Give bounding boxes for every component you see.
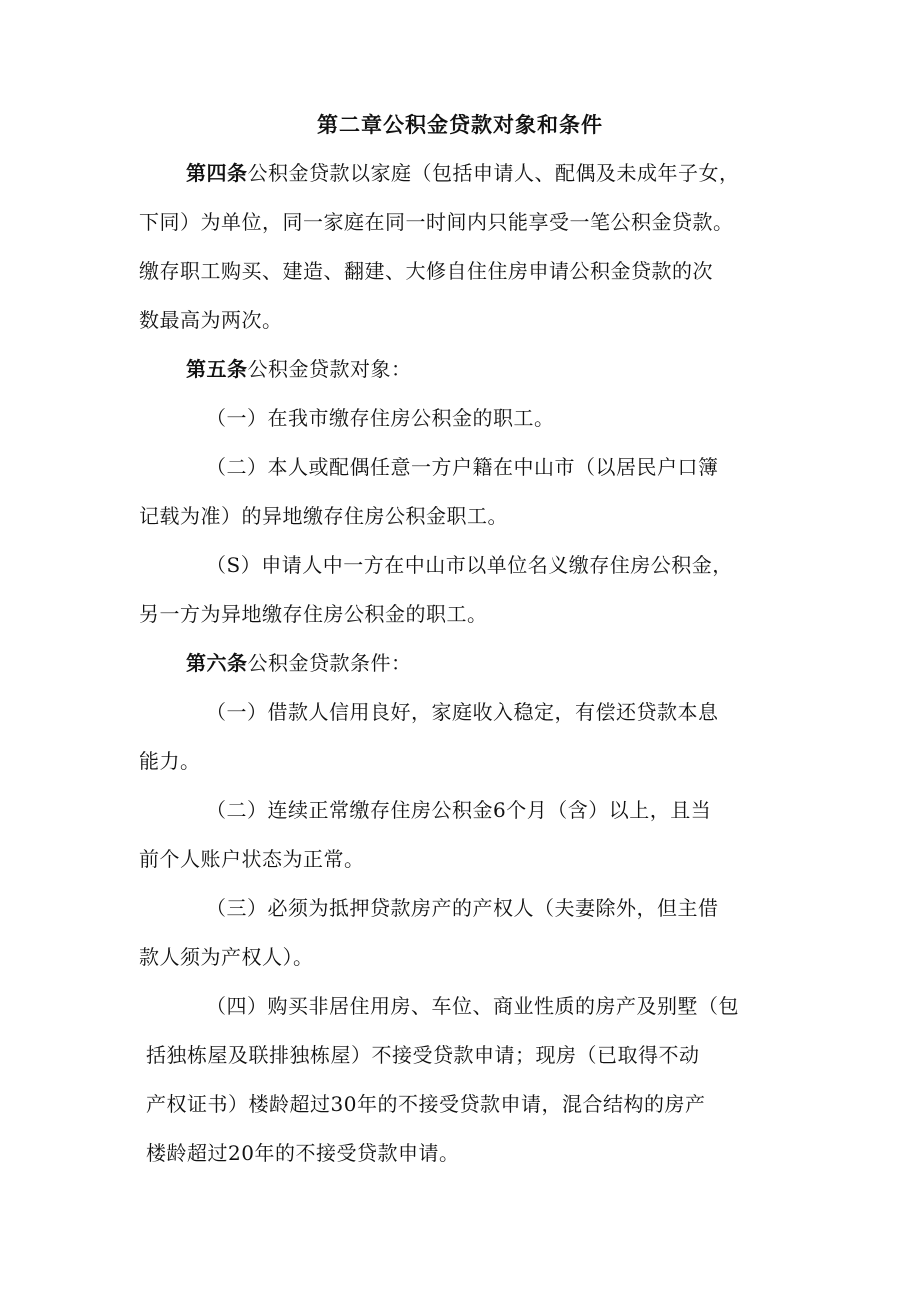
article-4-line-4: 数最高为两次。 (139, 308, 283, 332)
article-6-cond-4-line-1: （四）购买非居住用房、车位、商业性质的房产及别墅（包 (206, 994, 739, 1018)
article-5-line-1 (186, 357, 412, 381)
article-6-cond-2-line-2: 前个人账户状态为正常。 (139, 847, 365, 871)
article-4-text: 公积金贷款以家庭（包括申请人、配偶及未成年子女， (247, 161, 740, 185)
article-5-item-3-line-2: 另一方为异地缴存住房公积金的职工。 (139, 602, 488, 626)
article-6-cond-4-line-2: 括独栋屋及联排独栋屋）不接受贷款申请；现房（已取得不动 (146, 1043, 700, 1067)
article-5-item-2-line-2: 记载为准）的异地缴存住房公积金职工。 (139, 504, 508, 528)
chapter-title: 第二章公积金贷款对象和条件 (317, 112, 603, 137)
article-5-intro: 公积金贷款对象： (247, 357, 412, 381)
article-6-cond-1-line-2: 能力。 (139, 749, 201, 773)
article-6-cond-3-line-1: （三）必须为抵押贷款房产的产权人（夫妻除外，但主借 (206, 896, 719, 920)
article-6-cond-1-line-1: （一）借款人信用良好，家庭收入稳定，有偿还贷款本息 (206, 700, 719, 724)
article-4-line-1 (186, 161, 740, 185)
article-6-heading: 第六条 (186, 651, 248, 675)
article-6-cond-4-line-3: 产权证书）楼龄超过30年的不接受贷款申请，混合结构的房产 (146, 1092, 706, 1116)
article-6-cond-2-line-1: （二）连续正常缴存住房公积金6个月（含）以上，且当 (206, 798, 712, 822)
article-5-heading: 第五条 (186, 357, 248, 381)
article-4-line-2: 下同）为单位，同一家庭在同一时间内只能享受一笔公积金贷款。 (139, 210, 734, 234)
article-6-line-1 (186, 651, 412, 675)
article-6-intro: 公积金贷款条件： (247, 651, 412, 675)
article-5-item-1: （一）在我市缴存住房公积金的职工。 (206, 406, 555, 430)
article-6-cond-3-line-2: 款人须为产权人）。 (139, 945, 314, 969)
article-5-item-2-line-1: （二）本人或配偶任意一方户籍在中山市（以居民户口簿 (206, 455, 719, 479)
article-4-heading: 第四条 (186, 161, 248, 185)
article-4-line-3: 缴存职工购买、建造、翻建、大修自住住房申请公积金贷款的次 (139, 259, 713, 283)
article-5-item-3-line-1: （S）申请人中一方在中山市以单位名义缴存住房公积金， (206, 553, 733, 577)
article-6-cond-4-line-4: 楼龄超过20年的不接受贷款申请。 (146, 1141, 460, 1165)
